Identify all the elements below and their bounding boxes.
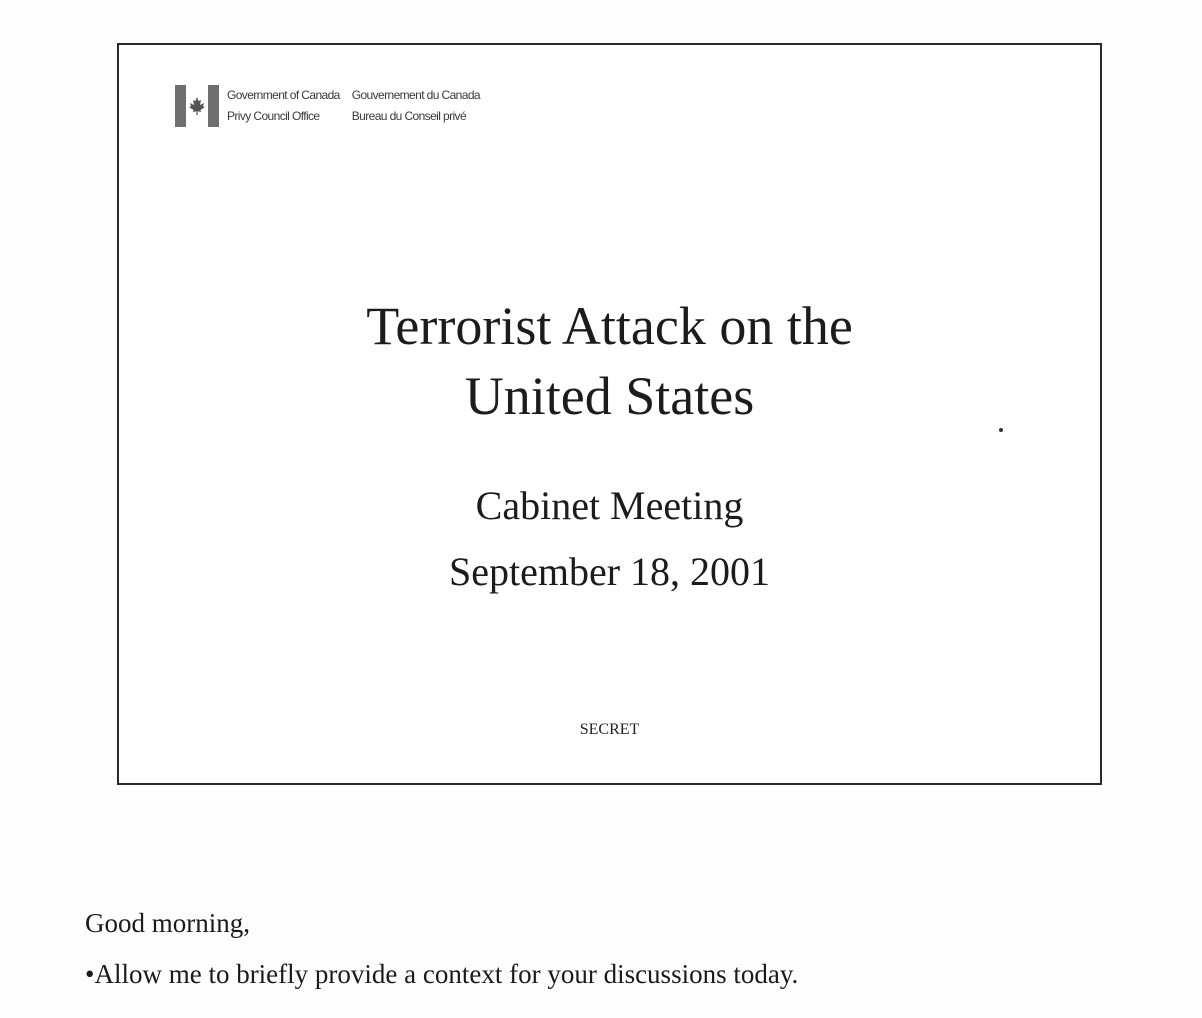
slide-title-line1: Terrorist Attack on the: [366, 296, 853, 356]
maple-leaf-icon: [188, 96, 206, 116]
header-en-line2: Privy Council Office: [227, 109, 320, 123]
slide-subtitle-line2: September 18, 2001: [448, 549, 771, 594]
header-fr-line1: Gouvernement du Canada: [351, 88, 480, 102]
canada-flag-icon: [175, 85, 219, 127]
government-header: [175, 85, 492, 127]
slide-title-line2: United States: [464, 366, 755, 426]
slide-subtitle: [119, 473, 1100, 605]
notes-bullet: •Allow me to briefly provide a context for your discussions today.: [85, 959, 799, 989]
notes-greeting: Good morning,: [85, 908, 250, 938]
header-english: [227, 85, 340, 127]
classification-marking: SECRET: [579, 721, 640, 738]
slide-subtitle-line1: Cabinet Meeting: [475, 483, 744, 528]
slide-title: [119, 291, 1100, 431]
stray-dot: [999, 428, 1003, 432]
header-french: [352, 85, 480, 127]
slide-frame: [117, 43, 1102, 785]
header-fr-line2: Bureau du Conseil privé: [351, 109, 467, 123]
speaker-notes: [85, 898, 798, 1000]
header-en-line1: Government of Canada: [227, 88, 340, 102]
